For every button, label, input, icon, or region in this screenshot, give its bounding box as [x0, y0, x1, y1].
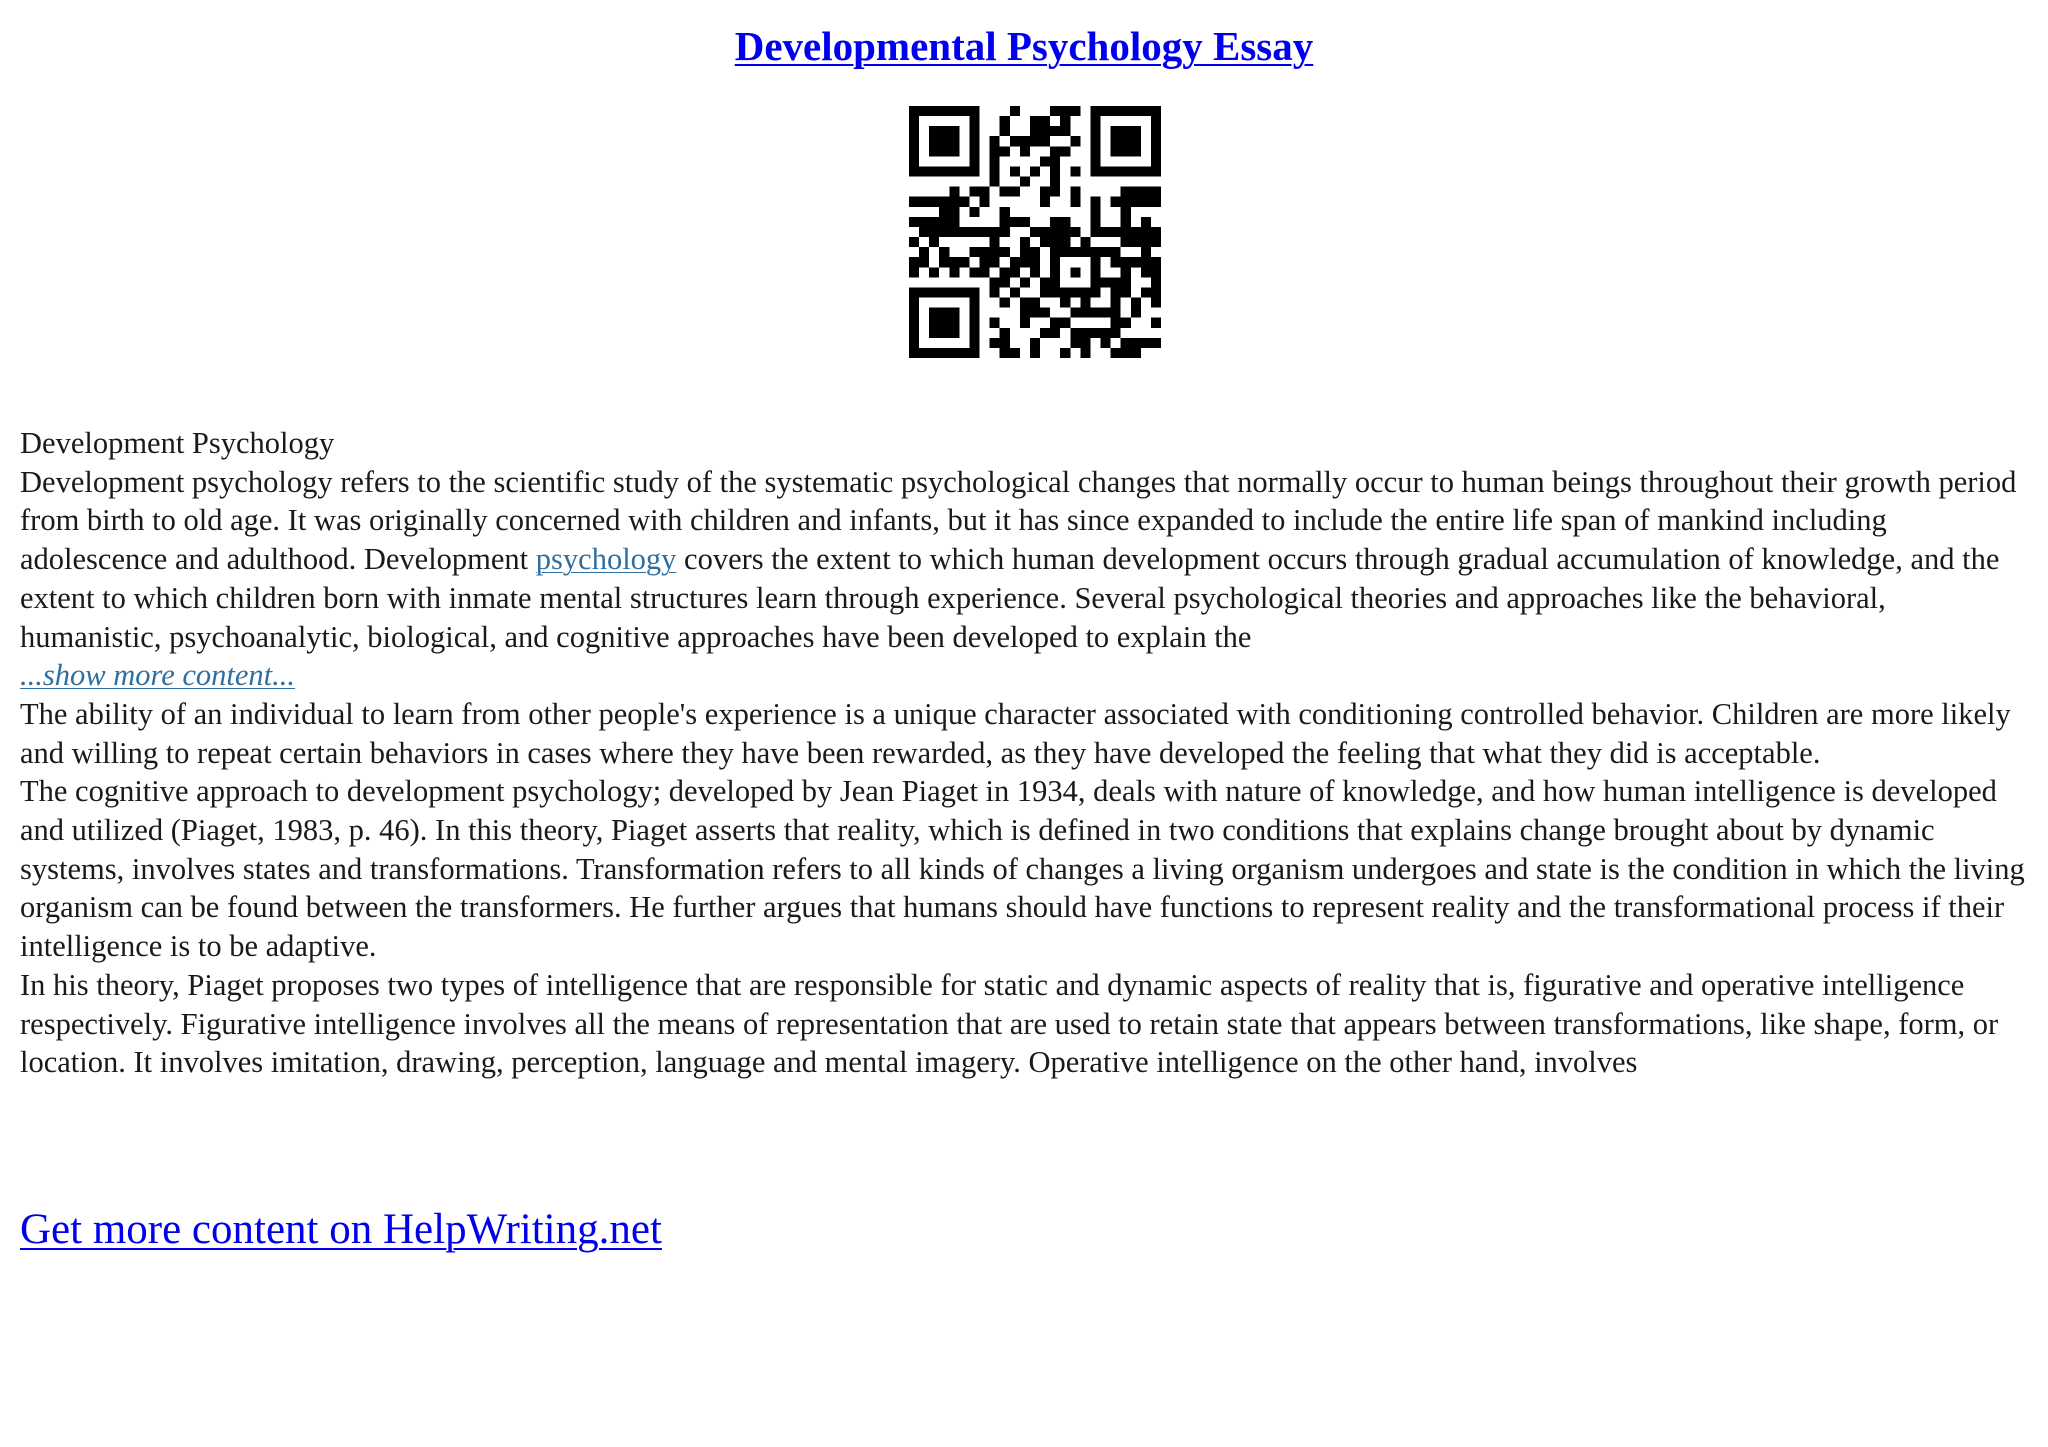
paragraph-4: In his theory, Piaget proposes two types of intelligence that are responsible for static and dynamic aspects of reality that is, figurative and operative intelligence respectively. Figurative intelligence involves all the means of representation that are used to retain state that appears between transformations, like shape, form, or location. It involves imitation, drawing, perception, language and mental imagery. Operative intelligence on the other hand, involves: [20, 967, 1999, 1080]
paragraph-1-text-a: Development psychology refers to the scientific study of the systematic psychological changes that normally occur to human beings throughout their growth period from birth to old age. It was originally concerned with children and infants, but it has since expanded to include the entire life span of mankind including adolescence and adulthood. Development: [20, 464, 2017, 577]
show-more-link[interactable]: ...show more content...: [20, 658, 296, 693]
paragraph-1-text-b: covers the extent to which human development occurs through gradual accumulation of knowledge, and the extent to which children born with inmate mental structures learn through experience. Several psychological theories and approaches like the behavioral, humanistic, psychoanalytic, biological, and cognitive approaches have been developed to explain the: [20, 542, 2000, 654]
paragraph-2: The ability of an individual to learn from other people's experience is a unique character associated with conditioning controlled behavior. Children are more likely and willing to repeat certain behaviors in cases where they have been rewarded, as they have developed the feeling that what they did is acceptable.: [20, 696, 2011, 770]
section-heading: Development Psychology: [20, 426, 335, 460]
get-more-content-link[interactable]: Get more content on HelpWriting.net: [20, 1206, 662, 1253]
page-title: [0, 20, 2048, 72]
cta-block: [20, 1203, 662, 1257]
show-more-row: [20, 656, 2030, 695]
paragraph-1: [20, 463, 2030, 657]
essay-body: [20, 424, 2030, 1082]
title-link[interactable]: Developmental Psychology Essay: [734, 23, 1314, 69]
qr-code-icon: [909, 106, 1161, 358]
paragraph-3: The cognitive approach to development psychology; developed by Jean Piaget in 1934, deals with nature of knowledge, and how human intelligence is developed and utilized (Piaget, 1983, p. 46). In this theory, Piaget asserts that reality, which is defined in two conditions that explains change brought about by dynamic systems, involves states and transformations. Transformation refers to all kinds of changes a living organism undergoes and state is the condition in which the living organism can be found between the transformers. He further argues that humans should have functions to represent reality and the transformational process if their intelligence is to be adaptive.: [20, 774, 2025, 964]
psychology-link[interactable]: psychology: [535, 542, 677, 577]
